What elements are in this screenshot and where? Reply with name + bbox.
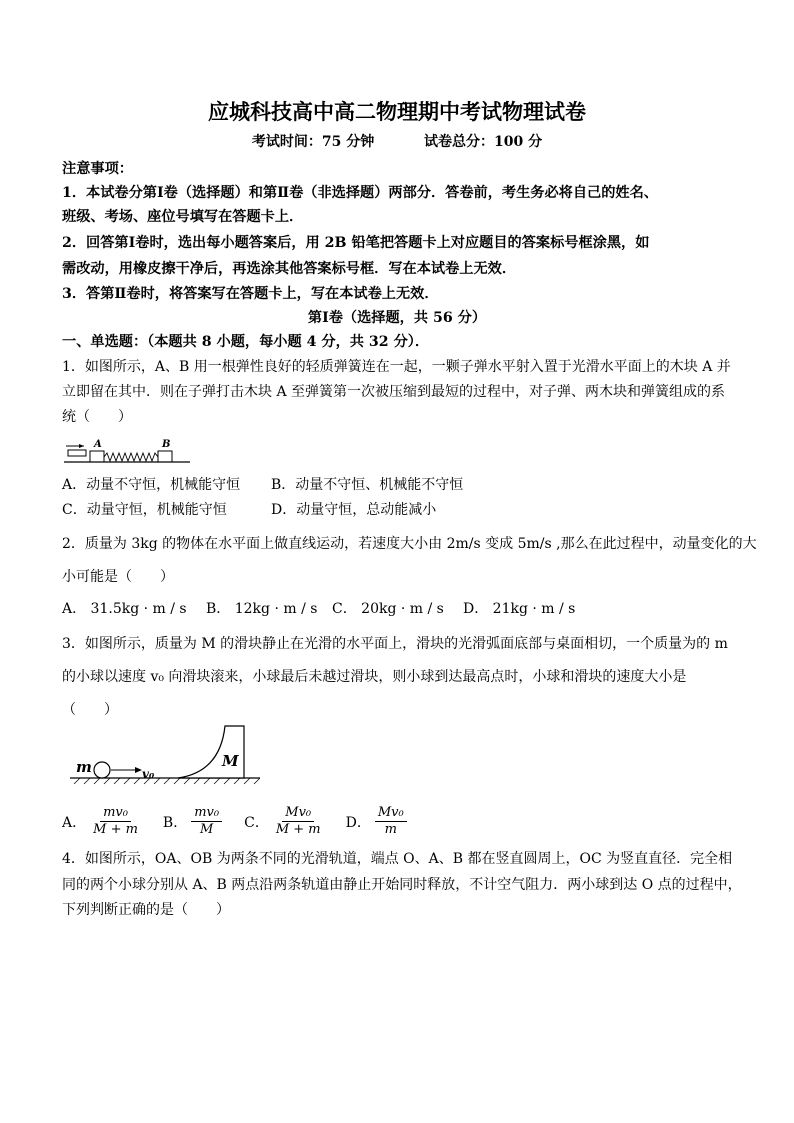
q3-option-b-fraction[interactable] bbox=[191, 805, 222, 838]
q4-line-1: 4．如图所示，OA、OB 为两条不同的光滑轨道，端点 O、A、B 都在竖直圆周上，OC 为竖直直径．完全相 bbox=[62, 851, 733, 867]
q3-option-a-num: mv₀ bbox=[100, 805, 131, 822]
q1-option-a[interactable]: A．动量不守恒，机械能守恒 bbox=[62, 477, 241, 493]
q3-option-d-num: Mv₀ bbox=[375, 805, 407, 822]
total-score: 试卷总分：100 分 bbox=[424, 134, 543, 150]
q4-line-2: 同的两个小球分别从 A、B 两点沿两条轨道由静止开始同时释放，不计空气阻力．两小球到达 O 点的过程中， bbox=[62, 877, 742, 893]
q3-line-1: 3．如图所示，质量为 M 的滑块静止在光滑的水平面上，滑块的光滑弧面底部与桌面相切，一个质量为的 m bbox=[62, 636, 728, 652]
q4-line-3: 下列判断正确的是（ ） bbox=[62, 902, 230, 918]
q1-fig-label-a: A bbox=[94, 439, 102, 450]
q1-line-2: 立即留在其中．则在子弹打击木块 A 至弹簧第一次被压缩到最短的过程中，对子弹、两木块和弹簧组成的系 bbox=[62, 384, 726, 400]
q3-options bbox=[62, 805, 407, 838]
q2-option-c[interactable]: C． 20kg · m / s bbox=[332, 601, 444, 617]
q1-option-b[interactable]: B．动量不守恒、机械能不守恒 bbox=[271, 477, 464, 493]
q2-option-a[interactable]: A． 31.5kg · m / s bbox=[62, 601, 187, 617]
q3-option-a-den: M + m bbox=[93, 822, 138, 837]
q3-option-d-den: m bbox=[384, 822, 397, 837]
q3-line-2: 的小球以速度 v₀ 向滑块滚来，小球最后未越过滑块，则小球到达最高点时，小球和滑块的速度大小是 bbox=[62, 669, 687, 685]
q3-option-c-fraction[interactable] bbox=[273, 805, 324, 838]
q1-line-1: 1．如图所示，A、B 用一根弹性良好的轻质弹簧连在一起，一颗子弹水平射入置于光滑水平面上的木块 A 并 bbox=[62, 359, 731, 375]
note-line-4: 需改动，用橡皮擦干净后，再选涂其他答案标号框．写在本试卷上无效． bbox=[62, 261, 517, 277]
q3-fig-label-v0: v₀ bbox=[142, 767, 155, 781]
q2-option-b[interactable]: B． 12kg · m / s bbox=[206, 601, 318, 617]
notes-heading: 注意事项： bbox=[62, 161, 133, 177]
q1-line-3: 统（ ） bbox=[62, 409, 132, 425]
q3-option-b-den: M bbox=[200, 822, 214, 837]
note-line-1: 1．本试卷分第Ⅰ卷（选择题）和第Ⅱ卷（非选择题）两部分．答卷前，考生务必将自己的姓名、 bbox=[62, 185, 658, 201]
q3-option-b-num: mv₀ bbox=[191, 805, 222, 822]
q1-option-d[interactable]: D．动量守恒，总动能减小 bbox=[271, 502, 437, 518]
q3-fig-label-big-m: M bbox=[222, 752, 239, 770]
q3-option-a-label[interactable]: A． bbox=[62, 814, 87, 831]
q3-fig-label-m: m bbox=[76, 758, 92, 776]
exam-subtitle bbox=[0, 131, 794, 151]
q3-option-b-label[interactable]: B． bbox=[162, 814, 188, 831]
part1-title: 第Ⅰ卷（选择题，共 56 分） bbox=[307, 310, 487, 326]
q3-option-d-label[interactable]: D． bbox=[345, 814, 371, 831]
q1-spring-figure bbox=[62, 436, 192, 466]
q1-fig-label-b: B bbox=[162, 439, 171, 450]
q3-slider-figure bbox=[70, 722, 260, 788]
note-line-2: 班级、考场、座位号填写在答题卡上． bbox=[62, 209, 304, 225]
q3-option-c-label[interactable]: C． bbox=[244, 814, 269, 831]
note-line-3: 2．回答第Ⅰ卷时，选出每小题答案后，用 2B 铅笔把答题卡上对应题目的答案标号框涂黑，如 bbox=[62, 235, 650, 251]
q3-option-c-den: M + m bbox=[275, 822, 321, 837]
q2-line-2: 小可能是（ ） bbox=[62, 569, 174, 585]
exam-time: 考试时间：75 分钟 bbox=[251, 134, 375, 150]
exam-title: 应城科技高中高二物理期中考试物理试卷 bbox=[208, 99, 586, 124]
q2-line-1: 2．质量为 3kg 的物体在水平面上做直线运动，若速度大小由 2m/s 变成 5m/s ,那么在此过程中，动量变化的大 bbox=[62, 536, 757, 552]
section1-title: 一、单选题：（本题共 8 小题，每小题 4 分，共 32 分）． bbox=[62, 334, 430, 350]
q1-option-c[interactable]: C．动量守恒，机械能守恒 bbox=[62, 502, 227, 518]
q3-option-a-fraction[interactable] bbox=[90, 805, 141, 838]
q3-option-d-fraction[interactable] bbox=[375, 805, 407, 838]
q3-line-3: （ ） bbox=[62, 702, 118, 718]
note-line-5: 3．答第Ⅱ卷时，将答案写在答题卡上，写在本试卷上无效． bbox=[62, 286, 439, 302]
q2-option-d[interactable]: D． 21kg · m / s bbox=[463, 601, 576, 617]
q3-option-c-num: Mv₀ bbox=[282, 805, 314, 822]
